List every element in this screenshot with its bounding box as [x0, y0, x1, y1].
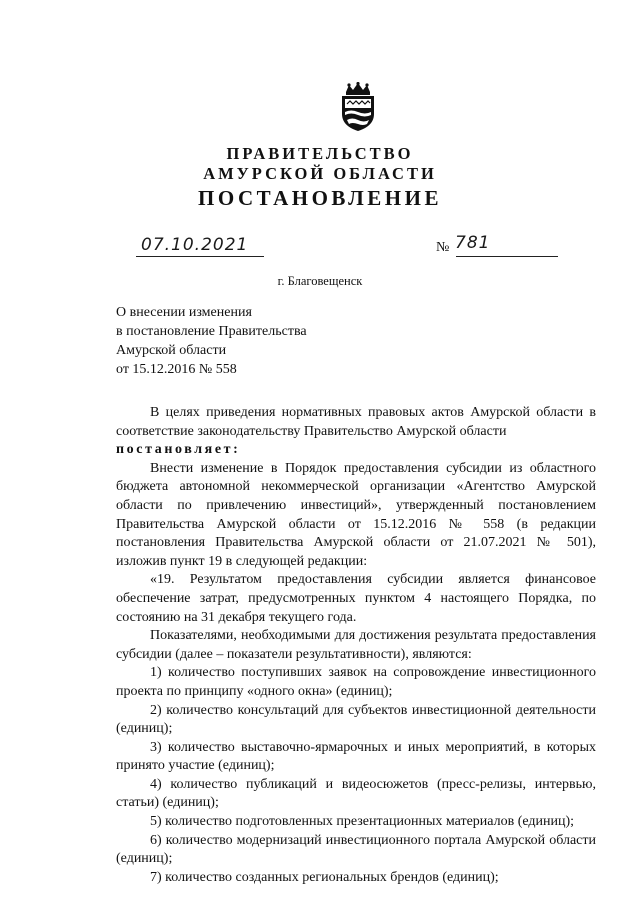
list-item: 7) количество созданных региональных брендов (единиц);	[150, 869, 499, 885]
subject-line: О внесении изменения	[116, 305, 252, 320]
document-number: 781	[455, 233, 491, 253]
list-item: 5) количество подготовленных презентационных материалов (единиц);	[150, 814, 575, 830]
list-item: 6) количество модернизаций инвестиционного портала Амурской области (единиц);	[116, 832, 596, 867]
list-item: 2) количество консультаций для субъектов инвестиционной деятельности (единиц);	[116, 702, 596, 737]
body-paragraph: Внести изменение в Порядок предоставления субсидии из областного бюджета автономной некоммерческой организации «Агентство Амурской области по привлечению инвестиций», утвержденный постановлением Правительства Амурской области от 15.12.2016 № 558 (в редакции постановления Правительства Амурской области от 21.07.2021 № 501), изложив пункт 19 в следующей редакции:	[116, 460, 596, 569]
date-underline	[136, 256, 264, 257]
resolves-label: постановляет:	[116, 442, 241, 458]
government-title-line2: АМУРСКОЙ ОБЛАСТИ	[203, 164, 437, 183]
subject-line: от 15.12.2016 № 558	[116, 362, 237, 377]
body-paragraph: «19. Результатом предоставления субсидии является финансовое обеспечение затрат, предусмотренных пунктом 4 настоящего Порядка, по состоянию на 31 декабря текущего года.	[116, 572, 596, 625]
amur-region-coat-of-arms-icon	[336, 82, 380, 132]
number-underline	[456, 256, 558, 257]
subject-line: Амурской области	[116, 343, 227, 358]
list-item: 1) количество поступивших заявок на сопровождение инвестиционного проекта по принципу «одного окна» (единиц);	[116, 665, 596, 699]
body-paragraph: Показателями, необходимыми для достижения результата предоставления субсидии (далее – показатели результативности), являются:	[116, 628, 596, 662]
city-name: г. Благовещенск	[277, 274, 363, 288]
list-item: 4) количество публикаций и видеосюжетов (пресс-релизы, интервью, статьи) (единиц);	[116, 776, 596, 811]
government-title-line1: ПРАВИТЕЛЬСТВО	[226, 144, 414, 163]
number-label: №	[436, 240, 450, 255]
document-date: 07.10.2021	[141, 235, 249, 255]
preamble-paragraph: В целях приведения нормативных правовых актов Амурской области в соответствие законодательству Правительство Амурской области	[116, 405, 596, 439]
subject-line: в постановление Правительства	[116, 324, 307, 339]
document-type-title: ПОСТАНОВЛЕНИЕ	[198, 186, 442, 210]
list-item: 3) количество выставочно-ярмарочных и иных мероприятий, в которых принято участие (единиц);	[116, 739, 596, 774]
document-subject	[116, 303, 307, 379]
document-body	[116, 404, 596, 887]
